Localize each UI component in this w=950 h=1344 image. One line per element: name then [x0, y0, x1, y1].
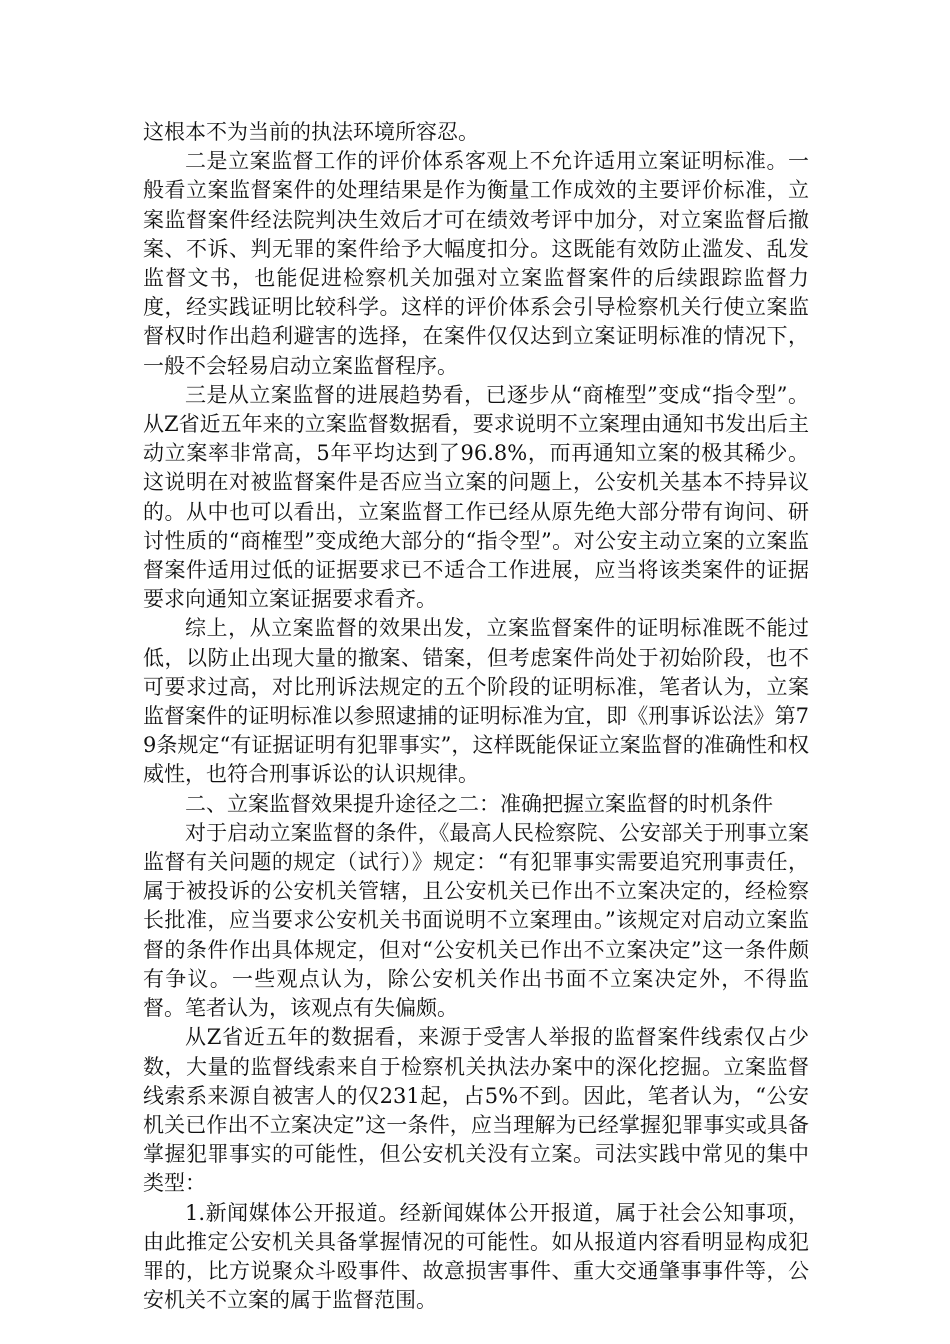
- paragraph-conditions: 对于启动立案监督的条件，《最高人民检察院、公安部关于刑事立案监督有关问题的规定（试行）》规定：“有犯罪事实需要追究刑事责任，属于被投诉的公安机关管辖，且公安机关已作出不立案决定的，经检察长批准，应当要求公安机关书面说明不立案理由。”该规定对启动立案监督的条件作出具体规定，但对“公安机关已作出不立案决定”这一条件颇有争议。一些观点认为，除公安机关作出书面不立案决定外，不得监督。笔者认为，该观点有失偏颇。: [143, 820, 809, 1021]
- paragraph-data: 从Z省近五年的数据看，来源于受害人举报的监督案件线索仅占少数，大量的监督线索来自于检察机关执法办案中的深化挖掘。立案监督线索系来源自被害人的仅231起，占5%不到。因此，笔者认为，“公安机关已作出不立案决定”这一条件，应当理解为已经掌握犯罪事实或具备掌握犯罪事实的可能性，但公安机关没有立案。司法实践中常见的集中类型：: [143, 1025, 809, 1196]
- document-body: [143, 118, 809, 1315]
- paragraph-summary: 综上，从立案监督的效果出发，立案监督案件的证明标准既不能过低，以防止出现大量的撤案、错案，但考虑案件尚处于初始阶段，也不可要求过高，对比刑诉法规定的五个阶段的证明标准，笔者认为，立案监督案件的证明标准以参照逮捕的证明标准为宜，即《刑事诉讼法》第79条规定“有证据证明有犯罪事实”，这样既能保证立案监督的准确性和权威性，也符合刑事诉讼的认识规律。: [143, 616, 809, 787]
- section-heading: 二、立案监督效果提升途径之二：准确把握立案监督的时机条件: [185, 791, 773, 816]
- paragraph-trend: 三是从立案监督的进展趋势看，已逐步从“商榷型”变成“指令型”。从Z省近五年来的立案监督数据看，要求说明不立案理由通知书发出后主动立案率非常高，5年平均达到了96.8%，而再通知立案的极其稀少。这说明在对被监督案件是否应当立案的问题上，公安机关基本不持异议的。从中也可以看出，立案监督工作已经从原先绝大部分带有询问、研讨性质的“商榷型”变成绝大部分的“指令型”。对公安主动立案的立案监督案件适用过低的证据要求已不适合工作进展，应当将该类案件的证据要求向通知立案证据要求看齐。: [143, 382, 809, 612]
- paragraph-continuation: 这根本不为当前的执法环境所容忍。: [143, 120, 479, 144]
- paragraph-evaluation-system: 二是立案监督工作的评价体系客观上不允许适用立案证明标准。一般看立案监督案件的处理结果是作为衡量工作成效的主要评价标准，立案监督案件经法院判决生效后才可在绩效考评中加分，对立案监督后撤案、不诉、判无罪的案件给予大幅度扣分。这既能有效防止滥发、乱发监督文书，也能促进检察机关加强对立案监督案件的后续跟踪监督力度，经实践证明比较科学。这样的评价体系会引导检察机关行使立案监督权时作出趋利避害的选择，在案件仅仅达到立案证明标准的情况下，一般不会轻易启动立案监督程序。: [143, 149, 809, 378]
- paragraph-media-reports: 1.新闻媒体公开报道。经新闻媒体公开报道，属于社会公知事项，由此推定公安机关具备掌握情况的可能性。如从报道内容看明显构成犯罪的，比方说聚众斗殴事件、故意损害事件、重大交通肇事事件等，公安机关不立案的属于监督范围。: [143, 1200, 809, 1313]
